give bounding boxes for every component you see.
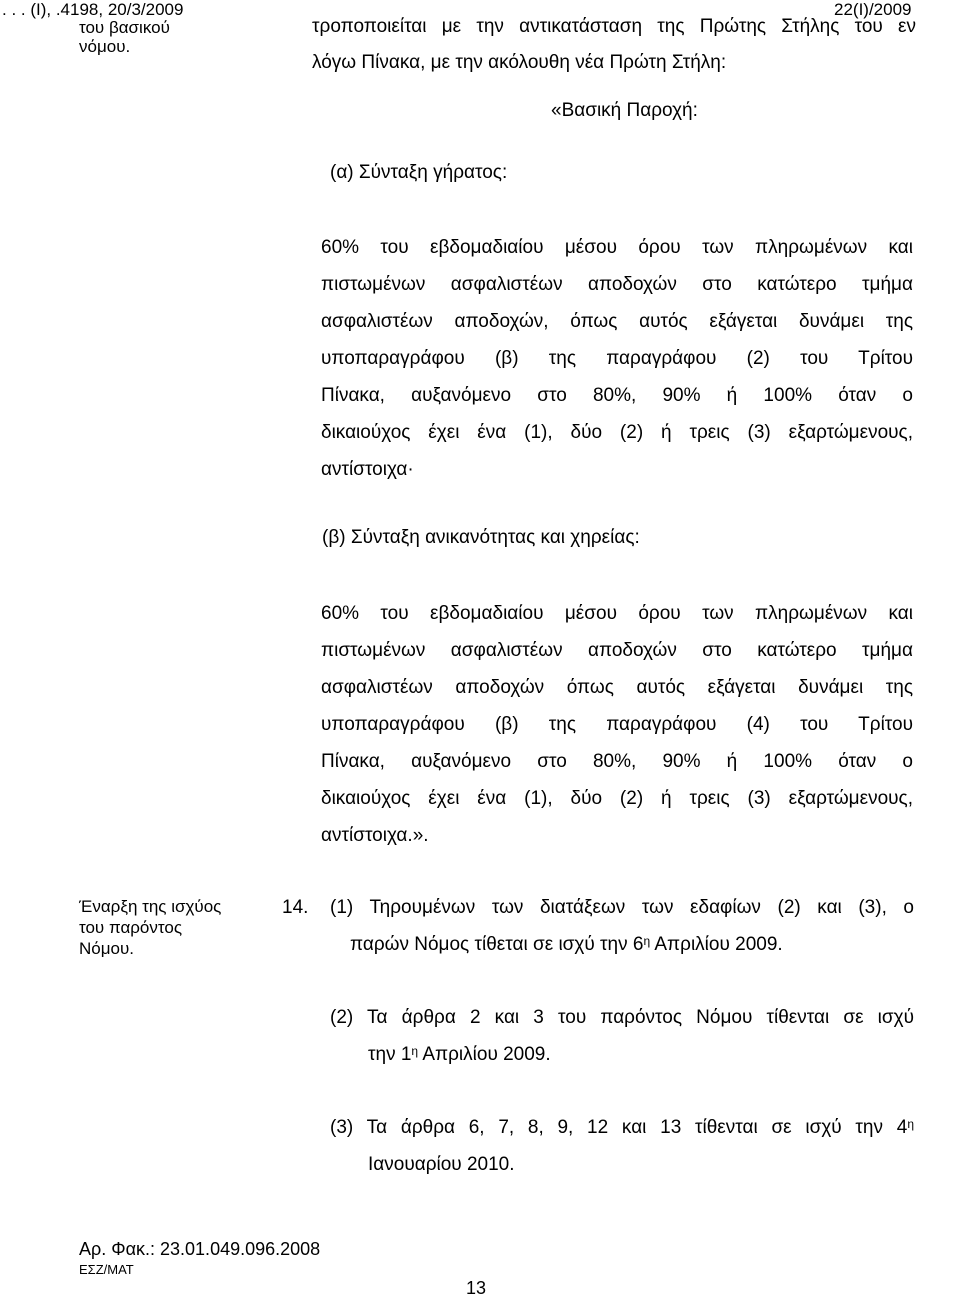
margin-note-commencement-line2: του παρόντος <box>79 918 183 937</box>
article-item-2-line1: (2) Τα άρθρα 2 και 3 του παρόντος Νόμου τίθενται σε ισχύ <box>330 1007 914 1028</box>
section-b-line: δικαιούχος έχει ένα (1), δύο (2) ή τρεις (3) εξαρτώμενους, <box>321 788 913 809</box>
article-item-3-line2: Ιανουαρίου 2010. <box>368 1154 515 1175</box>
page-number: 13 <box>466 1278 487 1298</box>
article-number: 14. <box>282 897 309 918</box>
section-b-line: ασφαλιστέων αποδοχών όπως αυτός εξάγεται δυνάμει της <box>321 677 913 698</box>
margin-note-commencement-line3: Νόμου. <box>79 939 135 958</box>
section-b-line: πιστωμένων ασφαλιστέων αποδοχών στο κατώτερο τμήμα <box>321 640 913 661</box>
article-item-1-line2 <box>330 926 914 963</box>
article-item-2-line2 <box>330 1036 914 1073</box>
heading-basic-benefit: «Βασική Παροχή: <box>551 100 698 121</box>
article-item-3 <box>330 1109 914 1183</box>
section-b-line: υποπαραγράφου (β) της παραγράφου (4) του Τρίτου <box>321 714 913 735</box>
section-a-line: δικαιούχος έχει ένα (1), δύο (2) ή τρεις (3) εξαρτώμενους, <box>321 422 913 443</box>
header-gazette-ref: . . . (Ι), .4198, 20/3/2009 <box>2 0 184 19</box>
footer-code: ΕΣΖ/ΜΑΤ <box>79 1262 134 1277</box>
section-a-line: 60% του εβδομαδιαίου μέσου όρου των πληρωμένων και <box>321 237 913 258</box>
margin-note-basic-law-line2: νόμου. <box>79 37 131 56</box>
section-a-line: Πίνακα, αυξανόμενο στο 80%, 90% ή 100% όταν ο <box>321 385 913 406</box>
section-b-line: αντίστοιχα.». <box>321 825 429 846</box>
section-a-line: ασφαλιστέων αποδοχών, όπως αυτός εξάγεται δυνάμει της <box>321 311 913 332</box>
section-a-line: υποπαραγράφου (β) της παραγράφου (2) του Τρίτου <box>321 348 913 369</box>
section-a-line: πιστωμένων ασφαλιστέων αποδοχών στο κατώτερο τμήμα <box>321 274 913 295</box>
article-item-1 <box>330 889 914 963</box>
item-2-ordinal: η <box>411 1044 419 1058</box>
section-a-title: (α) Σύνταξη γήρατος: <box>330 162 508 183</box>
item-1-ordinal: η <box>643 934 651 948</box>
item-2-date: Απριλίου 2009. <box>418 1044 551 1065</box>
margin-note-basic-law-line1: του βασικού <box>79 18 170 37</box>
section-a-paragraph <box>321 229 913 488</box>
article-item-1-line1: (1) Τηρουμένων των διατάξεων των εδαφίων (2) και (3), ο <box>330 897 914 918</box>
article-item-3-line1 <box>330 1109 914 1146</box>
item-1-date: Απριλίου 2009. <box>650 934 783 955</box>
intro-line-2: λόγω Πίνακα, με την ακόλουθη νέα Πρώτη Στήλη: <box>312 52 727 73</box>
article-item-2 <box>330 999 914 1073</box>
section-b-line: Πίνακα, αυξανόμενο στο 80%, 90% ή 100% όταν ο <box>321 751 913 772</box>
footer-file-reference: Αρ. Φακ.: 23.01.049.096.2008 <box>79 1239 321 1259</box>
item-3-text: (3) Τα άρθρα 6, 7, 8, 9, 12 και 13 τίθενται σε ισχύ την 4 <box>330 1117 908 1138</box>
margin-note-commencement-line1: Έναρξη της ισχύος <box>79 897 222 916</box>
section-a-line: αντίστοιχα· <box>321 459 414 480</box>
section-b-paragraph <box>321 595 913 854</box>
intro-line-1: τροποποιείται με την αντικατάσταση της Πρώτης Στήλης του εν <box>312 16 916 37</box>
item-2-text: την 1 <box>368 1044 412 1065</box>
header-law-number: 22(Ι)/2009 <box>834 0 912 19</box>
item-3-ordinal: η <box>907 1117 914 1131</box>
item-1-text: παρών Νόμος τίθεται σε ισχύ την 6 <box>350 934 644 955</box>
section-b-title: (β) Σύνταξη ανικανότητας και χηρείας: <box>322 527 640 548</box>
section-b-line: 60% του εβδομαδιαίου μέσου όρου των πληρωμένων και <box>321 603 913 624</box>
